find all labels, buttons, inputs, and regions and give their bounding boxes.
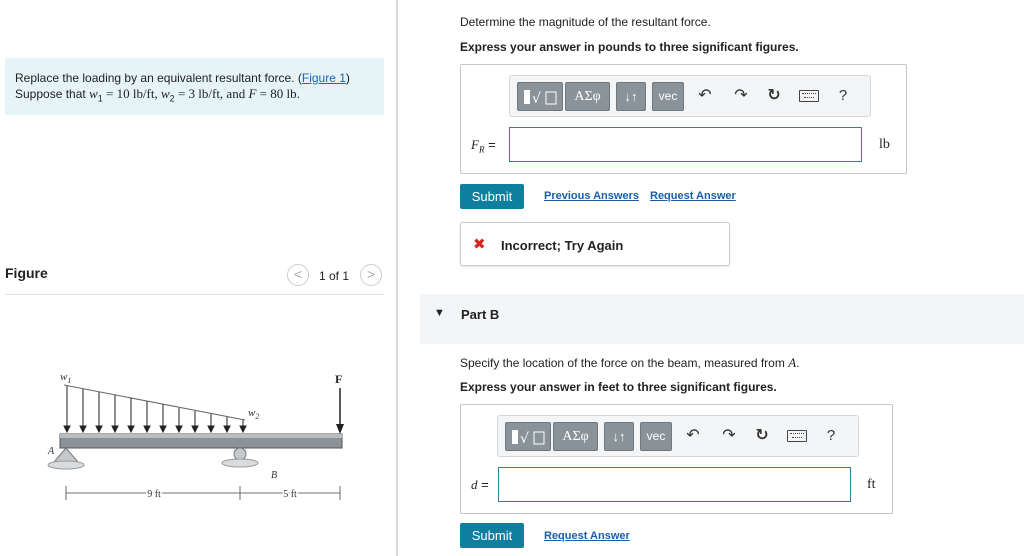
w2-symbol: w bbox=[161, 86, 170, 101]
undo-icon[interactable]: ↶ bbox=[686, 427, 700, 444]
ground-B bbox=[222, 459, 258, 467]
partA-answer-box bbox=[460, 64, 907, 174]
subscript-button[interactable]: ↓↑ bbox=[604, 422, 634, 451]
partA-prompt: Determine the magnitude of the resultant force. bbox=[460, 15, 711, 29]
partB-answer-input[interactable] bbox=[498, 467, 851, 502]
figure-title: Figure bbox=[5, 265, 48, 281]
partB-submit-button[interactable]: Submit bbox=[460, 523, 524, 548]
label-F: F bbox=[335, 372, 343, 386]
undo-icon[interactable]: ↶ bbox=[698, 87, 712, 104]
caret-down-icon: ▼ bbox=[434, 307, 445, 319]
problem-text-end: ) bbox=[345, 71, 350, 85]
F-value: = 80 lb. bbox=[256, 86, 300, 101]
figure-pager: 1 of 1 bbox=[319, 269, 350, 283]
suppose-text: Suppose that bbox=[15, 87, 90, 101]
reset-icon[interactable]: ↻ bbox=[767, 87, 781, 104]
templates-button[interactable] bbox=[505, 422, 551, 451]
error-icon: ✖ bbox=[473, 236, 486, 253]
partB-toolbar bbox=[497, 415, 859, 457]
partA-toolbar bbox=[509, 75, 871, 117]
partB-request-answer-link[interactable]: Request Answer bbox=[544, 530, 630, 542]
label-w2: $w_2$ bbox=[248, 407, 260, 421]
partA-var-label: $F_R$ = bbox=[471, 137, 496, 155]
label-9ft: 9 ft bbox=[147, 489, 161, 500]
partB-header[interactable] bbox=[420, 294, 1024, 344]
partA-request-answer-link[interactable]: Request Answer bbox=[650, 190, 736, 202]
partB-var-label: d = bbox=[471, 477, 489, 492]
svg-text:√: √ bbox=[520, 431, 529, 447]
greek-button[interactable]: ΑΣφ bbox=[565, 82, 610, 111]
partA-submit-button[interactable]: Submit bbox=[460, 184, 524, 209]
load-profile-line bbox=[64, 385, 245, 420]
redo-icon[interactable]: ↷ bbox=[722, 427, 736, 444]
partA-answer-input[interactable] bbox=[509, 127, 862, 162]
beam-diagram bbox=[40, 368, 360, 508]
vector-button[interactable]: vec bbox=[640, 422, 672, 451]
partB-title: Part B bbox=[461, 307, 500, 322]
pane-divider[interactable] bbox=[396, 0, 398, 556]
figure-divider bbox=[5, 294, 384, 295]
subscript-button[interactable]: ↓↑ bbox=[616, 82, 646, 111]
partA-unit: lb bbox=[879, 137, 890, 152]
label-B: B bbox=[271, 470, 278, 481]
problem-text: Replace the loading by an equivalent resultant force. ( bbox=[15, 71, 302, 85]
feedback-text: Incorrect; Try Again bbox=[501, 238, 624, 253]
keyboard-icon[interactable] bbox=[787, 430, 807, 442]
vector-button[interactable]: vec bbox=[652, 82, 684, 111]
redo-icon[interactable]: ↷ bbox=[734, 87, 748, 104]
prev-figure-button[interactable]: < bbox=[287, 264, 309, 286]
label-w1: $w_1$ bbox=[60, 371, 72, 385]
problem-statement bbox=[5, 58, 384, 115]
previous-answers-link[interactable]: Previous Answers bbox=[544, 190, 639, 202]
partA-instruction: Express your answer in pounds to three significant figures. bbox=[460, 40, 799, 54]
label-5ft: 5 ft bbox=[283, 489, 297, 500]
next-figure-button[interactable]: > bbox=[360, 264, 382, 286]
svg-text:√: √ bbox=[532, 91, 541, 107]
feedback-box bbox=[460, 222, 730, 266]
pin-support-A bbox=[54, 448, 78, 462]
ground-A bbox=[48, 461, 84, 469]
w2-sub: 2 bbox=[169, 93, 175, 104]
problem-line-2 bbox=[15, 86, 374, 106]
w1-symbol: w bbox=[89, 86, 98, 101]
reset-icon[interactable]: ↻ bbox=[755, 427, 769, 444]
templates-button[interactable] bbox=[517, 82, 563, 111]
help-button[interactable]: ? bbox=[826, 427, 836, 444]
partB-answer-box bbox=[460, 404, 893, 514]
help-button[interactable]: ? bbox=[838, 87, 848, 104]
beam-highlight bbox=[60, 434, 342, 438]
partB-unit: ft bbox=[867, 477, 876, 492]
w1-value: = 10 lb/ft, bbox=[102, 86, 161, 101]
load-arrows bbox=[64, 386, 246, 432]
figure-link[interactable]: Figure 1 bbox=[301, 71, 346, 85]
label-A: A bbox=[48, 446, 55, 457]
partB-instruction: Express your answer in feet to three significant figures. bbox=[460, 380, 777, 394]
greek-button[interactable]: ΑΣφ bbox=[553, 422, 598, 451]
problem-line-1 bbox=[15, 71, 374, 86]
F-symbol: F bbox=[248, 86, 257, 101]
left-pane bbox=[0, 0, 396, 556]
partB-prompt: Specify the location of the force on the beam, measured from A. bbox=[460, 355, 800, 370]
w2-value: = 3 lb/ft, and bbox=[174, 86, 249, 101]
roller-support-B bbox=[234, 448, 246, 460]
templates-icon bbox=[518, 83, 562, 110]
templates-icon bbox=[506, 423, 550, 450]
w1-sub: 1 bbox=[97, 93, 103, 104]
keyboard-icon[interactable] bbox=[799, 90, 819, 102]
